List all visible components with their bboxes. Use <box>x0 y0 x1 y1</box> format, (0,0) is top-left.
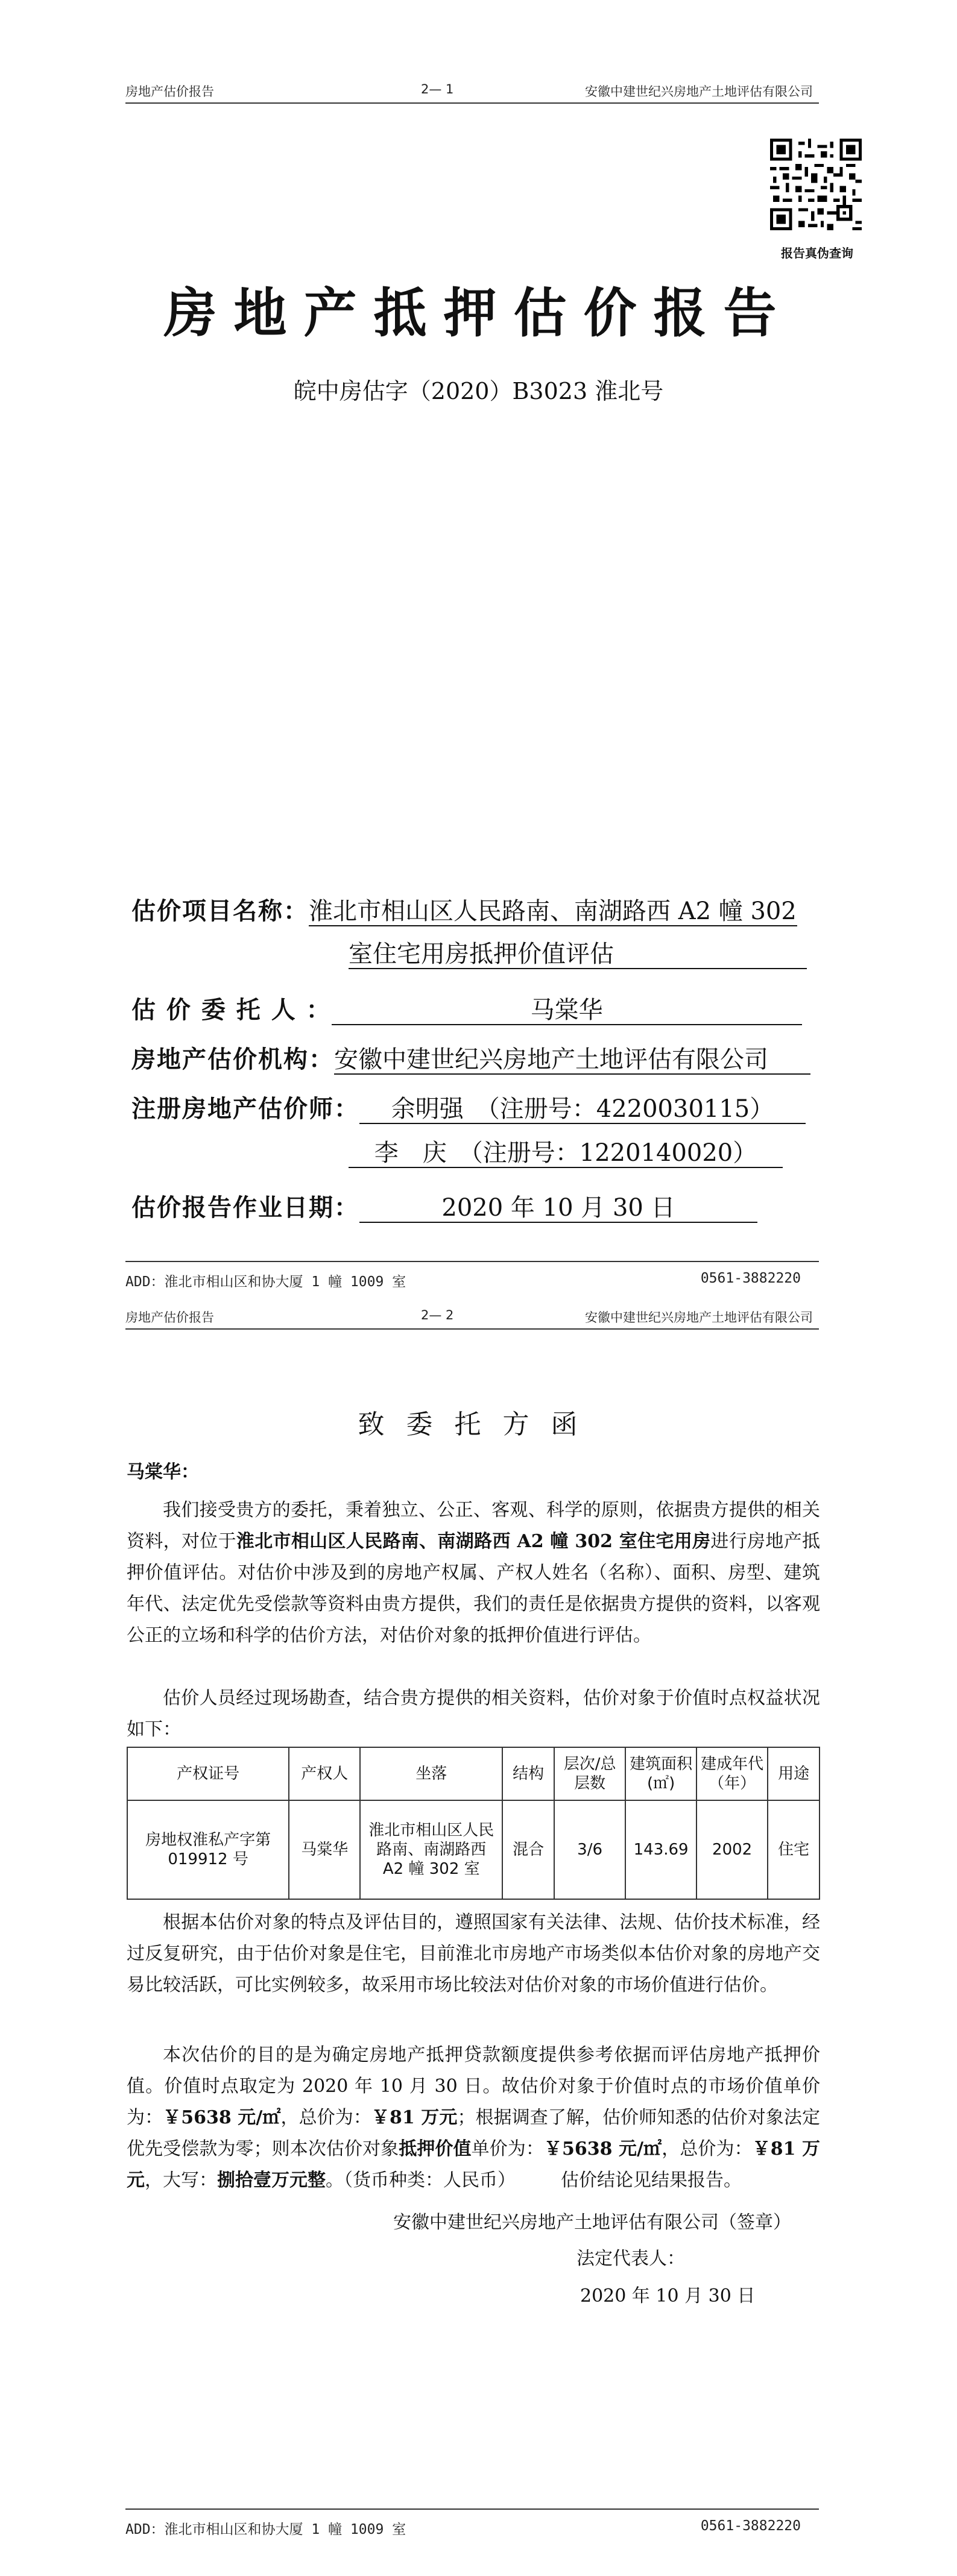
client-value: 马棠华 <box>332 996 802 1025</box>
paragraph-2: 估价人员经过现场勘查，结合贵方提供的相关资料，估价对象于价值时点权益状况如下： <box>127 1688 820 1740</box>
header-page-number: 2— 1 <box>421 82 454 96</box>
table-cell: 3/6 <box>554 1800 625 1899</box>
addressee: 马棠华： <box>127 1462 199 1483</box>
property-table <box>127 1747 820 1900</box>
header-rule <box>125 102 819 104</box>
agency-label: 房地产估价机构： <box>131 1045 334 1073</box>
page-header <box>125 1303 819 1327</box>
para4-text-a: 本次估价的目的是为确定房地产抵押贷款额度提供参考依据而评估房地产抵押价值。价值时点取定为 2020 年 10 月 30 日。故估价对象于价值时点的市场价值单价为： <box>127 2044 820 2128</box>
table-header-cell: 用途 <box>768 1747 820 1800</box>
market-unit-price: ￥5638 元/㎡ <box>163 2107 281 2128</box>
table-cell: 混合 <box>502 1800 554 1899</box>
report-title: 房地产抵押估价报告 <box>163 281 794 344</box>
paragraph-3: 根据本估价对象的特点及评估目的，遵照国家有关法律、法规、估价技术标准，经过反复研究，由于估价对象是住宅，目前淮北市房地产市场类似本估价对象的房地产交易比较活跃，可比实例较多，故采用市场比较法对估价对象的市场价值进行估价。 <box>127 1912 820 1996</box>
table-header-cell: 坐落 <box>360 1747 502 1800</box>
table-cell: 2002 <box>696 1800 768 1899</box>
footer-rule <box>125 1261 819 1262</box>
page-footer <box>125 1271 819 1290</box>
footer-address: ADD：淮北市相山区和协大厦 1 幢 1009 室 <box>125 1274 406 1290</box>
valuer-2-row <box>349 1139 783 1168</box>
para4-text-e: ；根据调查了解，估价师知悉的估价对象法定优先受偿款为零；则本次估价对象 <box>127 2107 821 2160</box>
table-cell: 房地权淮私产字第 019912 号 <box>127 1800 289 1899</box>
legal-representative: 法定代表人： <box>576 2248 685 2269</box>
table-cell: 淮北市相山区人民路南、南湖路西 A2 幢 302 室 <box>360 1800 502 1899</box>
table-header-cell: 建筑面积(㎡) <box>625 1747 696 1800</box>
date-value: 2020 年 10 月 30 日 <box>359 1194 757 1223</box>
page-footer <box>125 2518 819 2538</box>
project-value-line2: 室住宅用房抵押价值评估 <box>349 940 807 969</box>
qr-caption: 报告真伪查询 <box>781 246 853 260</box>
date-label: 估价报告作业日期： <box>131 1193 359 1222</box>
header-company: 安徽中建世纪兴房地产土地评估有限公司 <box>585 84 813 99</box>
table-cell: 143.69 <box>625 1800 696 1899</box>
footer-phone: 0561-3882220 <box>700 1271 801 1286</box>
market-total-price: ￥81 万元 <box>371 2107 458 2128</box>
header-company: 安徽中建世纪兴房地产土地评估有限公司 <box>585 1310 813 1325</box>
valuer-row <box>131 1090 806 1124</box>
header-page-number: 2— 2 <box>421 1308 454 1322</box>
letter-date: 2020 年 10 月 30 日 <box>580 2285 756 2307</box>
para4-text-i: ，总价为： <box>662 2138 753 2160</box>
table-header-cell: 结构 <box>502 1747 554 1800</box>
table-cell: 住宅 <box>768 1800 820 1899</box>
para1-text-c: 进行房地产抵押价值评估。对估价中涉及到的房地产权属、产权人姓名（名称）、面积、房型、建筑年代、法定优先受偿款等资料由贵方提供，我们的责任是依据贵方提供的资料，以客观公正的立场和科学的估价方法，对估价对象的抵押价值进行评估。 <box>127 1531 820 1646</box>
footer-address: ADD：淮北市相山区和协大厦 1 幢 1009 室 <box>125 2522 406 2537</box>
page-header <box>125 77 819 101</box>
company-signature: 安徽中建世纪兴房地产土地评估有限公司（签章） <box>393 2212 791 2233</box>
table-header-cell: 产权证号 <box>127 1747 289 1800</box>
valuer-label: 注册房地产估价师： <box>131 1095 359 1123</box>
project-name-row <box>131 892 797 926</box>
qr-code-icon[interactable] <box>770 139 862 230</box>
mortgage-total-price: ￥81 万元 <box>127 2138 821 2191</box>
valuer-2: 李 庆 （注册号：1220140020） <box>349 1139 783 1168</box>
valuer-1: 余明强 （注册号：4220030115） <box>359 1095 806 1124</box>
header-left: 房地产估价报告 <box>125 84 214 99</box>
table-header-row <box>127 1747 820 1800</box>
client-row <box>131 991 802 1025</box>
amount-in-words: 捌拾壹万元整 <box>217 2170 326 2191</box>
project-label: 估价项目名称： <box>131 897 309 925</box>
paragraph-1 <box>127 1495 820 1651</box>
table-cell: 马棠华 <box>289 1800 360 1899</box>
agency-value: 安徽中建世纪兴房地产土地评估有限公司 <box>334 1046 810 1075</box>
para4-text-g: 单价为： <box>471 2138 544 2160</box>
mortgage-value-label: 抵押价值 <box>399 2138 472 2160</box>
table-row <box>127 1800 820 1899</box>
mortgage-unit-price: ￥5638 元/㎡ <box>543 2138 662 2160</box>
footer-phone: 0561-3882220 <box>700 2518 801 2534</box>
header-rule <box>125 1328 819 1330</box>
table-header-cell: 产权人 <box>289 1747 360 1800</box>
report-number: 皖中房估字（2020）B3023 淮北号 <box>293 378 664 404</box>
header-left: 房地产估价报告 <box>125 1310 214 1325</box>
agency-row <box>131 1040 810 1075</box>
project-value-line1: 淮北市相山区人民路南、南湖路西 A2 幢 302 <box>309 897 797 925</box>
letter-page <box>0 1303 957 2576</box>
project-value-line2-row <box>349 940 807 969</box>
footer-rule <box>125 2508 819 2510</box>
table-header-cell: 层次/总层数 <box>554 1747 625 1800</box>
table-header-cell: 建成年代（年） <box>696 1747 768 1800</box>
paragraph-4 <box>127 2040 820 2196</box>
para4-text-c: ，总价为： <box>280 2107 371 2128</box>
date-row <box>131 1189 757 1223</box>
client-label: 估 价 委 托 人 ： <box>131 996 332 1024</box>
para4-text-m: 。（货币种类：人民币） 估价结论见结果报告。 <box>326 2170 742 2191</box>
para1-text-a: 我们接受贵方的委托，秉着独立、公正、客观、科学的原则，依据贵方提供的相关资料，对位于 <box>127 1500 820 1552</box>
letter-title: 致委托方函 <box>358 1409 599 1440</box>
para1-property: 淮北市相山区人民路南、南湖路西 A2 幢 302 室住宅用房 <box>236 1531 711 1552</box>
para4-text-k: ，大写： <box>145 2170 217 2191</box>
